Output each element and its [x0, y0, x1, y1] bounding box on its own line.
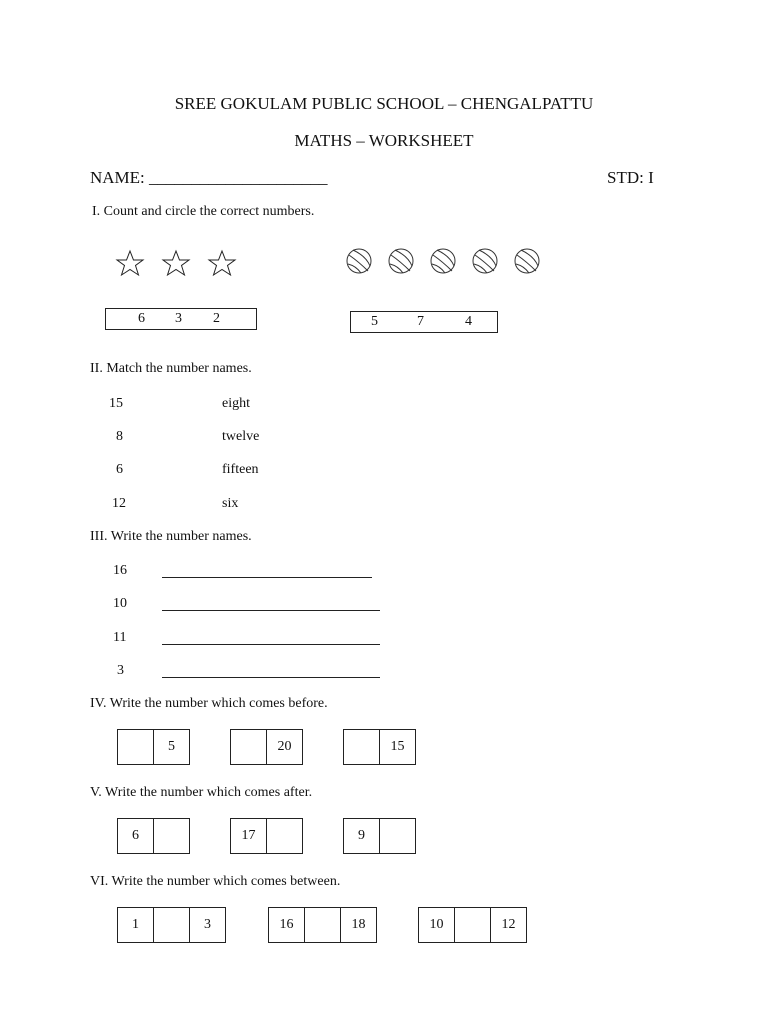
write-number: 11: [113, 630, 127, 645]
balls-group: [344, 244, 544, 280]
answer-cell[interactable]: [343, 729, 380, 765]
q1-options-left[interactable]: [105, 308, 257, 330]
match-name: eight: [222, 396, 250, 411]
given-cell: 12: [490, 907, 527, 943]
q5-heading: V. Write the number which comes after.: [90, 785, 313, 800]
given-cell: 6: [117, 818, 154, 854]
answer-cell[interactable]: [304, 907, 341, 943]
given-cell: 16: [268, 907, 305, 943]
answer-cell[interactable]: [230, 729, 267, 765]
option-number[interactable]: 7: [417, 314, 424, 329]
answer-line[interactable]: [162, 610, 380, 611]
option-number[interactable]: 6: [138, 311, 145, 326]
match-name: six: [222, 496, 239, 511]
option-number[interactable]: 3: [175, 311, 182, 326]
q6-heading: VI. Write the number which comes between.: [90, 874, 341, 889]
after-box: [117, 818, 190, 854]
star-icon: [209, 251, 235, 275]
name-field-label: NAME: _____________________: [90, 168, 328, 187]
match-number: 6: [116, 462, 123, 477]
given-cell: 20: [266, 729, 303, 765]
after-box: [230, 818, 303, 854]
between-box: [418, 907, 527, 943]
answer-line[interactable]: [162, 644, 380, 645]
match-number: 12: [112, 496, 126, 511]
given-cell: 10: [418, 907, 455, 943]
q2-heading: II. Match the number names.: [90, 361, 252, 376]
given-cell: 18: [340, 907, 377, 943]
option-number[interactable]: 2: [213, 311, 220, 326]
after-box: [343, 818, 416, 854]
ball-icon: [347, 249, 371, 273]
match-name: fifteen: [222, 462, 259, 477]
match-name: twelve: [222, 429, 260, 444]
given-cell: 5: [153, 729, 190, 765]
answer-cell[interactable]: [153, 907, 190, 943]
before-box: [343, 729, 416, 765]
answer-cell[interactable]: [117, 729, 154, 765]
answer-cell[interactable]: [153, 818, 190, 854]
before-box: [230, 729, 303, 765]
write-number: 3: [117, 663, 124, 678]
q1-options-right[interactable]: [350, 311, 498, 333]
answer-cell[interactable]: [379, 818, 416, 854]
ball-icon: [431, 249, 455, 273]
given-cell: 17: [230, 818, 267, 854]
ball-icon: [515, 249, 539, 273]
write-number: 16: [113, 563, 127, 578]
ball-icon: [389, 249, 413, 273]
match-number: 8: [116, 429, 123, 444]
answer-cell[interactable]: [266, 818, 303, 854]
worksheet-title: MATHS – WORKSHEET: [294, 131, 474, 150]
answer-cell[interactable]: [454, 907, 491, 943]
match-number: 15: [109, 396, 123, 411]
stars-group: [112, 246, 242, 282]
std-label: STD: I: [607, 168, 654, 187]
given-cell: 15: [379, 729, 416, 765]
given-cell: 3: [189, 907, 226, 943]
answer-line[interactable]: [162, 677, 380, 678]
answer-line[interactable]: [162, 577, 372, 578]
option-number[interactable]: 5: [371, 314, 378, 329]
before-box: [117, 729, 190, 765]
star-icon: [163, 251, 189, 275]
between-box: [117, 907, 226, 943]
q4-heading: IV. Write the number which comes before.: [90, 696, 328, 711]
q1-heading: I. Count and circle the correct numbers.: [92, 204, 315, 219]
star-icon: [117, 251, 143, 275]
given-cell: 9: [343, 818, 380, 854]
school-title: SREE GOKULAM PUBLIC SCHOOL – CHENGALPATTU: [174, 94, 594, 113]
q3-heading: III. Write the number names.: [90, 529, 252, 544]
write-number: 10: [113, 596, 127, 611]
option-number[interactable]: 4: [465, 314, 472, 329]
ball-icon: [473, 249, 497, 273]
between-box: [268, 907, 377, 943]
given-cell: 1: [117, 907, 154, 943]
